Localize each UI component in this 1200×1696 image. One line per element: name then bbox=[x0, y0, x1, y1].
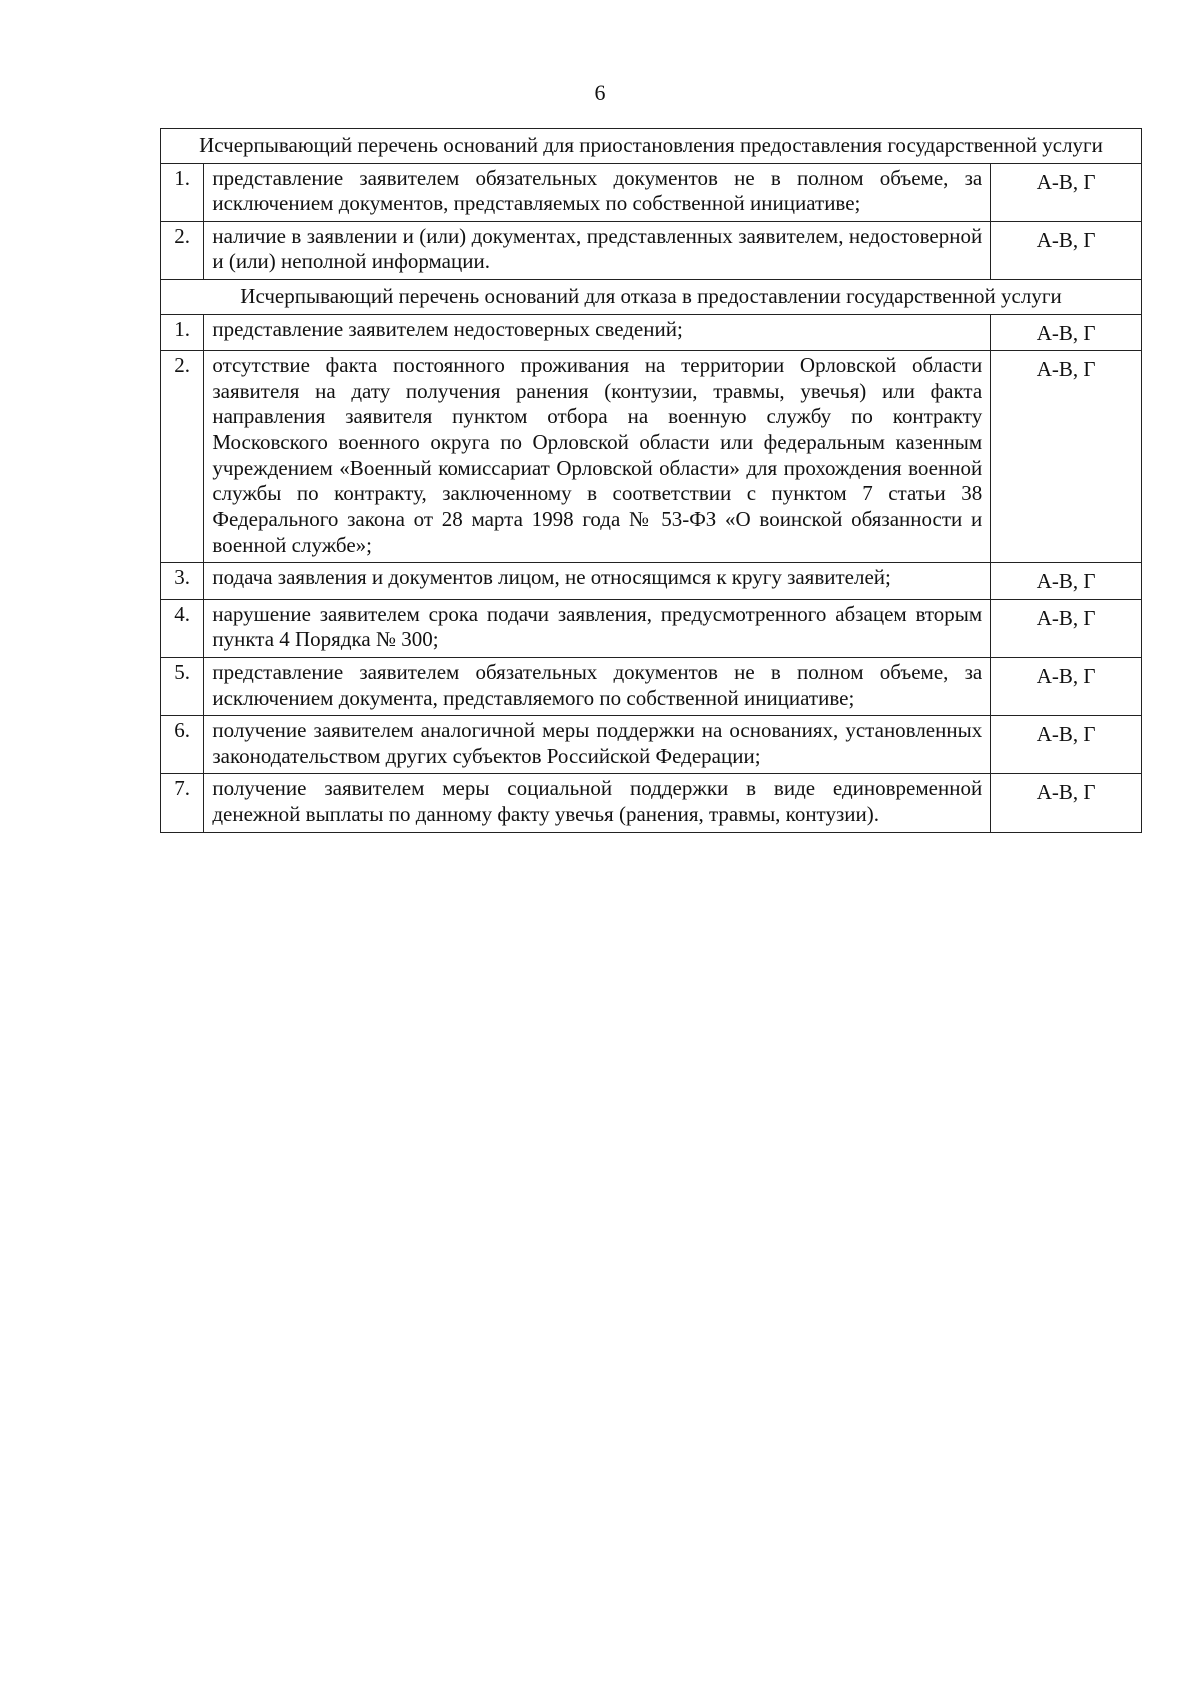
row-text: подача заявления и документов лицом, не относящимся к кругу заявителей; bbox=[204, 563, 991, 600]
row-text: получение заявителем меры социальной поддержки в виде единовременной денежной выплаты по данному факту увечья (ранения, травмы, контузии). bbox=[204, 774, 991, 832]
row-code: А-В, Г bbox=[991, 314, 1142, 351]
table-row bbox=[161, 221, 1142, 279]
row-number: 7. bbox=[161, 774, 204, 832]
row-number: 1. bbox=[161, 314, 204, 351]
row-code: А-В, Г bbox=[991, 163, 1142, 221]
row-code: А-В, Г bbox=[991, 774, 1142, 832]
table-row bbox=[161, 599, 1142, 657]
page-number: 6 bbox=[594, 80, 606, 105]
row-code: А-В, Г bbox=[991, 351, 1142, 563]
row-number: 4. bbox=[161, 599, 204, 657]
row-text: представление заявителем обязательных документов не в полном объеме, за исключением документов, представляемых по собственной инициативе; bbox=[204, 163, 991, 221]
row-text: наличие в заявлении и (или) документах, представленных заявителем, недостоверной и (или) неполной информации. bbox=[204, 221, 991, 279]
row-text: отсутствие факта постоянного проживания на территории Орловской области заявителя на дату получения ранения (контузии, травмы, увечья) или факта направления заявителя пунктом отбора на военную службу по контракту Московского военного округа по Орловской области или федеральным казенным учреждением «Военный комиссариат Орловской области» для прохождения военной службы по контракту, заключенному в соответствии с пунктом 7 статьи 38 Федерального закона от 28 марта 1998 года № 53-ФЗ «О воинской обязанности и военной службе»; bbox=[204, 351, 991, 563]
row-code: А-В, Г bbox=[991, 657, 1142, 715]
section-heading-row bbox=[161, 129, 1142, 164]
row-text: представление заявителем обязательных документов не в полном объеме, за исключением документа, представляемого по собственной инициативе; bbox=[204, 657, 991, 715]
row-number: 2. bbox=[161, 221, 204, 279]
table-row bbox=[161, 657, 1142, 715]
table-row bbox=[161, 563, 1142, 600]
grounds-table bbox=[160, 128, 1142, 833]
row-code: А-В, Г bbox=[991, 221, 1142, 279]
row-number: 1. bbox=[161, 163, 204, 221]
table-row bbox=[161, 314, 1142, 351]
row-text: нарушение заявителем срока подачи заявления, предусмотренного абзацем вторым пункта 4 Порядка № 300; bbox=[204, 599, 991, 657]
row-code: А-В, Г bbox=[991, 563, 1142, 600]
row-text: получение заявителем аналогичной меры поддержки на основаниях, установленных законодательством других субъектов Российской Федерации; bbox=[204, 716, 991, 774]
row-number: 5. bbox=[161, 657, 204, 715]
row-text: представление заявителем недостоверных сведений; bbox=[204, 314, 991, 351]
table-row bbox=[161, 163, 1142, 221]
section-heading-row bbox=[161, 280, 1142, 315]
row-number: 6. bbox=[161, 716, 204, 774]
section-heading-refusal: Исчерпывающий перечень оснований для отказа в предоставлении государственной услуги bbox=[161, 280, 1142, 315]
table-row bbox=[161, 716, 1142, 774]
row-code: А-В, Г bbox=[991, 716, 1142, 774]
table-row bbox=[161, 351, 1142, 563]
row-code: А-В, Г bbox=[991, 599, 1142, 657]
row-number: 3. bbox=[161, 563, 204, 600]
section-heading-suspension: Исчерпывающий перечень оснований для приостановления предоставления государственной услуги bbox=[161, 129, 1142, 164]
row-number: 2. bbox=[161, 351, 204, 563]
table-row bbox=[161, 774, 1142, 832]
